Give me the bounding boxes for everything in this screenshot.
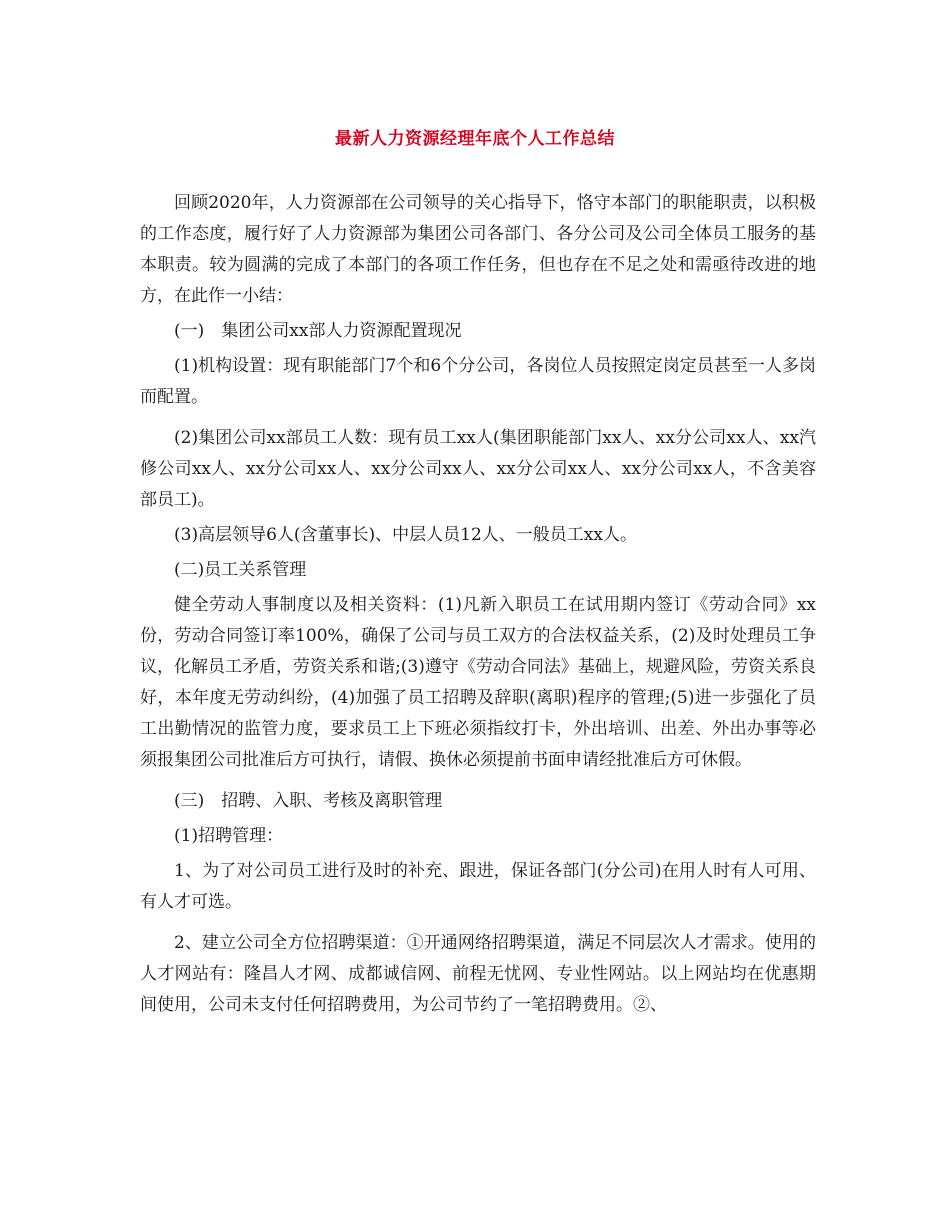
paragraph-org-setup: (1)机构设置：现有职能部门7个和6个分公司，各岗位人员按照定岗定员甚至一人多岗而配置。 bbox=[140, 356, 816, 407]
section-heading-1: (一) 集团公司xx部人力资源配置现况 bbox=[174, 321, 462, 341]
paragraph-recruitment-1: 1、为了对公司员工进行及时的补充、跟进，保证各部门(分公司)在用人时有人可用、有人才可选。 bbox=[140, 861, 816, 912]
paragraph-employee-relations: 健全劳动人事制度以及相关资料：(1)凡新入职员工在试用期内签订《劳动合同》xx份，劳动合同签订率100%，确保了公司与员工双方的合法权益关系，(2)及时处理员工争议，化解员工矛盾，劳资关系和谐;(3)遵守《劳动合同法》基础上，规避风险，劳资关系良好，本年度无劳动纠纷，(4)加强了员工招聘及辞职(离职)程序的管理;(5)进一步强化了员工出勤情况的监管力度，要求员工上下班必须指纹打卡，外出培训、出差、外出办事等必须报集团公司批准后方可执行，请假、换休必须提前书面申请经批准后方可休假。 bbox=[140, 595, 816, 770]
paragraph-staff-count: (2)集团公司xx部员工人数：现有员工xx人(集团职能部门xx人、xx分公司xx人、xx汽修公司xx人、xx分公司xx人、xx分公司xx人、xx分公司xx人、xx分公司xx人，不含美容部员工)。 bbox=[140, 428, 816, 510]
paragraph-recruitment-2: 2、建立公司全方位招聘渠道：①开通网络招聘渠道，满足不同层次人才需求。使用的人才网站有：隆昌人才网、成都诚信网、前程无忧网、专业性网站。以上网站均在优惠期间使用，公司未支付任何招聘费用，为公司节约了一笔招聘费用。②、 bbox=[140, 933, 816, 1015]
document-body bbox=[140, 188, 816, 1021]
paragraph-leadership: (3)高层领导6人(含董事长)、中层人员12人、一般员工xx人。 bbox=[174, 525, 637, 545]
paragraph-intro: 回顾2020年，人力资源部在公司领导的关心指导下，恪守本部门的职能职责，以积极的工作态度，履行好了人力资源部为集团公司各部门、各分公司及公司全体员工服务的基本职责。较为圆满的完成了本部门的各项工作任务，但也存在不足之处和需亟待改进的地方，在此作一小结： bbox=[140, 193, 816, 306]
document-title: 最新人力资源经理年底个人工作总结 bbox=[335, 129, 615, 149]
paragraph-recruitment-heading: (1)招聘管理： bbox=[174, 826, 284, 846]
section-heading-2: (二)员工关系管理 bbox=[174, 560, 307, 580]
section-heading-3: (三) 招聘、入职、考核及离职管理 bbox=[174, 791, 443, 811]
